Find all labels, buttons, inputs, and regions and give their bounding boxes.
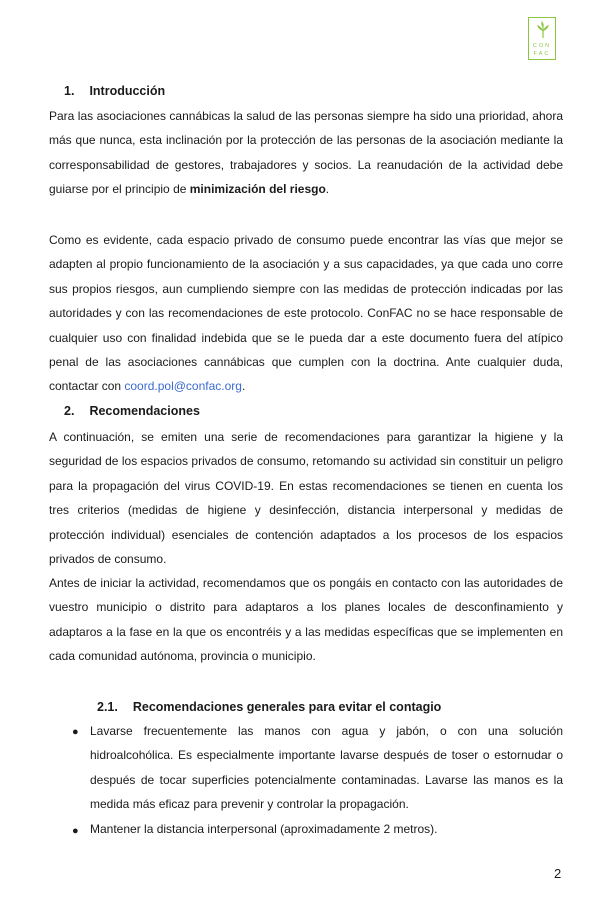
section-2-1-title: Recomendaciones generales para evitar el contagio bbox=[132, 700, 442, 714]
section-2-1-number: 2.1. bbox=[97, 700, 118, 714]
logo-text-top: CON bbox=[532, 43, 552, 49]
section-2-1-heading bbox=[97, 700, 441, 714]
intro-p2-end: . bbox=[241, 379, 246, 394]
section-1-heading bbox=[64, 84, 165, 98]
recommendations-paragraph-1: A continuación, se emiten una serie de recomendaciones para garantizar la higiene y la seguridad de los espacios privados de consumo, retomando su actividad sin constituir un peligro para la propagación del virus COVID-19. En estas recomendaciones se tienen en cuenta los tres criterios (medidas de higiene y desinfección, distancia interpersonal y medidas de protección individual) esenciales de contención adaptados a los procesos de los espacios privados de consumo. bbox=[49, 430, 563, 567]
logo-text-bottom: FAC bbox=[533, 51, 551, 57]
confac-logo bbox=[528, 17, 556, 60]
intro-p1-text: Para las asociaciones cannábicas la salud de las personas siempre ha sido una prioridad, ahora más que nunca, esta inclinación por la protección de las personas de la asociación mediante la corresponsabilidad de gestores, trabajadores y socios. La reanudación de la actividad debe guiarse por el principio de bbox=[49, 109, 563, 197]
intro-p2-text: Como es evidente, cada espacio privado de consumo puede encontrar las vías que mejor se adapten al propio funcionamiento de la asociación y a sus capacidades, ya que cada uno corre sus propios riesgos, aun cumpliendo siempre con las medidas de protección indicadas por las autoridades y con las recomendaciones de este protocolo. ConFAC no se hace responsable de cualquier uso con finalidad indebida que se le pueda dar a este documento fuera del atípico penal de las asociaciones cannábicas que cumplen con la doctrina. Ante cualquier duda, contactar con bbox=[49, 233, 563, 394]
intro-paragraph-2 bbox=[49, 228, 563, 399]
bullet-marker: ● bbox=[72, 726, 79, 738]
section-2-number: 2. bbox=[64, 404, 75, 418]
section-2-title: Recomendaciones bbox=[89, 404, 200, 418]
bullet-marker: ● bbox=[72, 825, 79, 837]
section-1-number: 1. bbox=[64, 84, 75, 98]
section-1-title: Introducción bbox=[89, 84, 166, 98]
recommendations-paragraph-2: Antes de iniciar la actividad, recomendamos que os pongáis en contacto con las autoridades de vuestro municipio o distrito para adaptaros a los planes locales de desconfinamiento y adaptaros a la fase en la que os encontréis y a las medidas específicas que se implementen en cada comunidad autónoma, provincia o municipio. bbox=[49, 576, 563, 664]
list-item: Mantener la distancia interpersonal (aproximadamente 2 metros). bbox=[90, 822, 438, 836]
contact-email-link[interactable]: coord.pol@confac.org bbox=[124, 379, 242, 394]
list-item: Lavarse frecuentemente las manos con agua y jabón, o con una solución hidroalcohólica. Es especialmente importante lavarse después de toser o estornudar o después de tocar superficies potencialmente contaminadas. Lavarse las manos es la medida más eficaz para prevenir y controlar la propagación. bbox=[90, 724, 563, 812]
section-2-heading bbox=[64, 404, 200, 418]
cannabis-leaf-icon bbox=[536, 21, 550, 39]
intro-p1-end: . bbox=[325, 182, 330, 197]
intro-p1-bold: minimización del riesgo bbox=[189, 182, 326, 197]
intro-paragraph-1 bbox=[49, 104, 563, 202]
page-number: 2 bbox=[554, 866, 562, 881]
